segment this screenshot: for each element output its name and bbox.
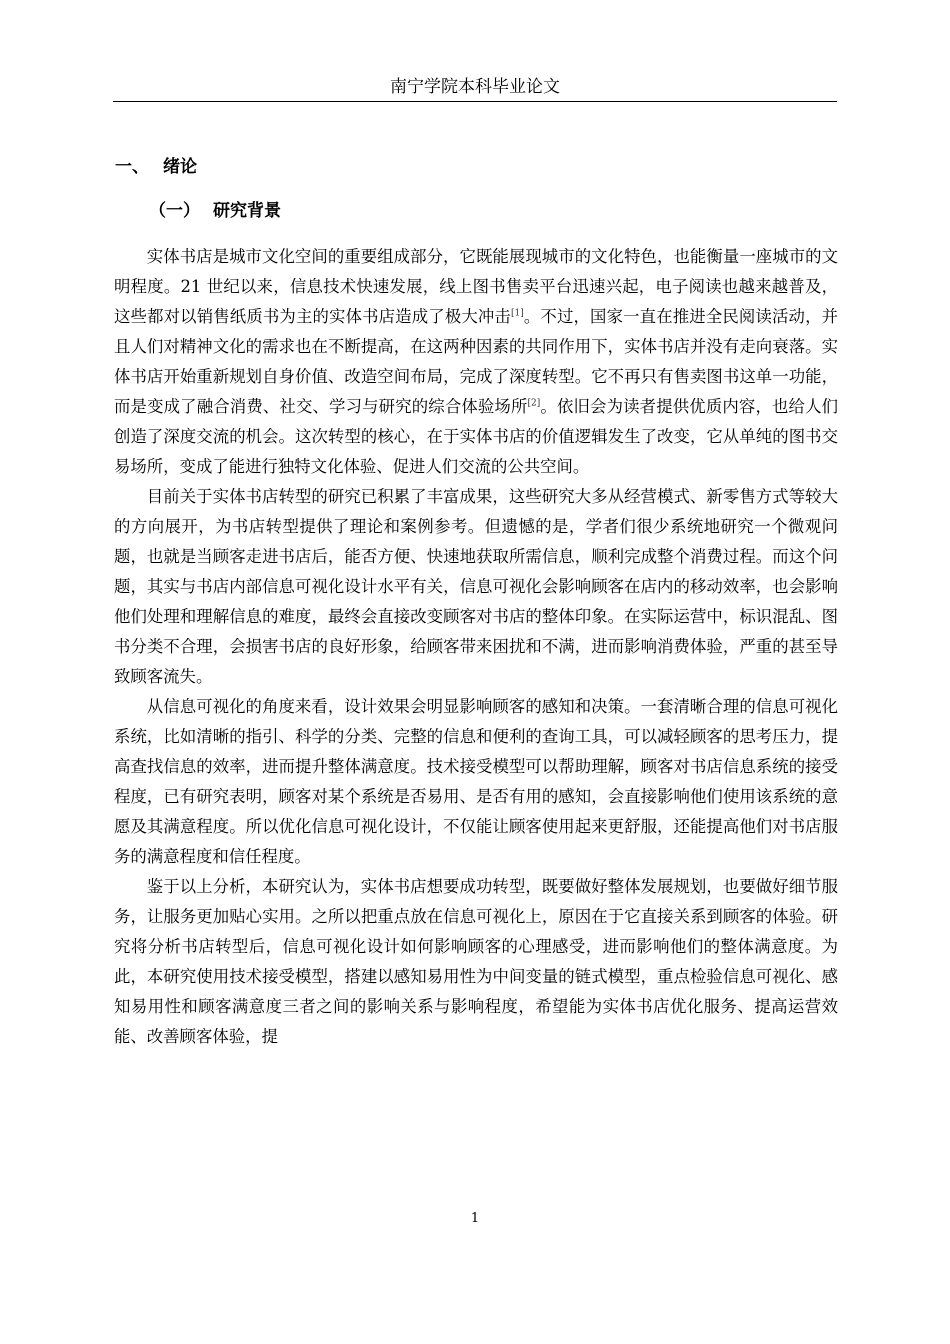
paragraph-1-text-c: 。依旧会为读者提供优质内容，也给人们创造了深度交流的机会。这次转型的核心，在于实体书店的价值逻辑发生了改变，它从单纯的图书交易场所，变成了能进行独特文化体验、促进人们交流的公共空间。 (114, 397, 839, 476)
section-title: 绪论 (163, 157, 197, 177)
section-number: 一、 (115, 157, 149, 177)
citation-2[interactable]: [2] (527, 398, 541, 409)
paragraph-4: 鉴于以上分析，本研究认为，实体书店想要成功转型，既要做好整体发展规划，也要做好细节服务，让服务更加贴心实用。之所以把重点放在信息可视化上，原因在于它直接关系到顾客的体验。研究将分析书店转型后，信息可视化设计如何影响顾客的心理感受，进而影响他们的整体满意度。为此，本研究使用技术接受模型，搭建以感知易用性为中间变量的链式模型，重点检验信息可视化、感知易用性和顾客满意度三者之间的影响关系与影响程度，希望能为实体书店优化服务、提高运营效能、改善顾客体验，提 (114, 877, 838, 1046)
paragraph-3: 从信息可视化的角度来看，设计效果会明显影响顾客的感知和决策。一套清晰合理的信息可视化系统，比如清晰的指引、科学的分类、完整的信息和便利的查询工具，可以减轻顾客的思考压力，提高查找信息的效率，进而提升整体满意度。技术接受模型可以帮助理解，顾客对书店信息系统的接受程度，已有研究表明，顾客对某个系统是否易用、是否有用的感知，会直接影响他们使用该系统的意愿及其满意程度。所以优化信息可视化设计，不仅能让顾客使用起来更舒服，还能提高他们对书店服务的满意程度和信任程度。 (114, 697, 838, 866)
subsection-heading (149, 198, 281, 224)
body-text (114, 242, 838, 1052)
page-number: 1 (470, 1211, 480, 1226)
header-rule (113, 101, 837, 102)
paragraph-1 (114, 242, 838, 482)
paragraph-1-text-a: 实体书店是城市文化空间的重要组成部分，它既能展现城市的文化特色，也能衡量一座城市的文明程度。21 世纪以来，信息技术快速发展，线上图书售卖平台迅速兴起，电子阅读也越来越普及，这些都对以销售纸质书为主的实体书店造成了极大冲击 (114, 247, 838, 326)
citation-1[interactable]: [1] (510, 308, 524, 319)
subsection-number: （一） (149, 201, 200, 221)
section-heading (115, 154, 197, 180)
running-header: 南宁学院本科毕业论文 (390, 77, 560, 97)
paragraph-2: 目前关于实体书店转型的研究已积累了丰富成果，这些研究大多从经营模式、新零售方式等较大的方向展开，为书店转型提供了理论和案例参考。但遗憾的是，学者们很少系统地研究一个微观问题，也就是当顾客走进书店后，能否方便、快速地获取所需信息，顺利完成整个消费过程。而这个问题，其实与书店内部信息可视化设计水平有关，信息可视化会影响顾客在店内的移动效率，也会影响他们处理和理解信息的难度，最终会直接改变顾客对书店的整体印象。在实际运营中，标识混乱、图书分类不合理，会损害书店的良好形象，给顾客带来困扰和不满，进而影响消费体验，严重的甚至导致顾客流失。 (114, 487, 838, 686)
paragraph-1-text-b: 。不过，国家一直在推进全民阅读活动，并且人们对精神文化的需求也在不断提高，在这两种因素的共同作用下，实体书店并没有走向衰落。实体书店开始重新规划自身价值、改造空间布局，完成了深度转型。它不再只有售卖图书这单一功能，而是变成了融合消费、社交、学习与研究的综合体验场所 (114, 307, 839, 416)
subsection-title: 研究背景 (213, 201, 281, 221)
